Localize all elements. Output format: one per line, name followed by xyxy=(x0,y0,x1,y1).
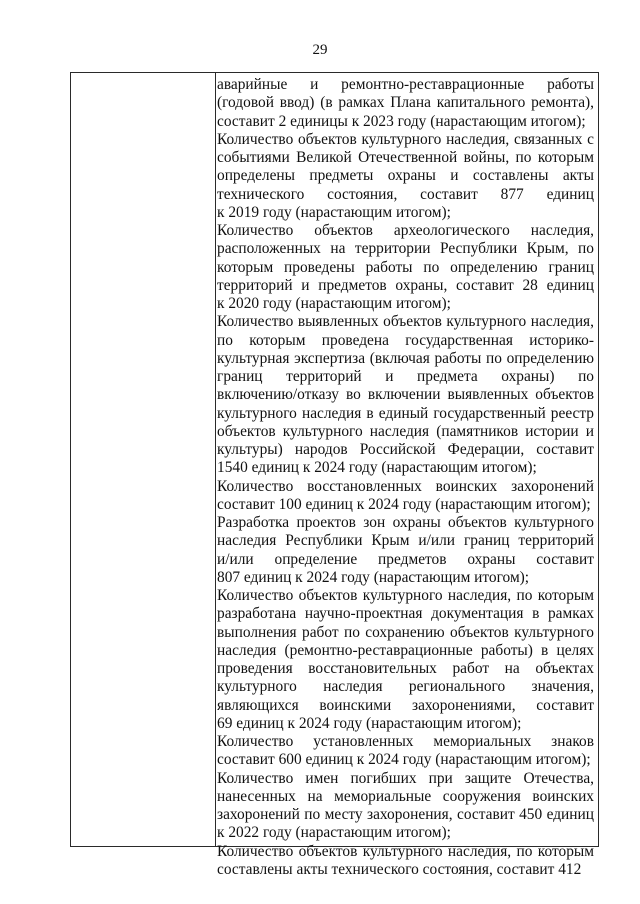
text-line: Количество имен погибших при защите Отечества, xyxy=(217,769,594,787)
text-line: Разработка проектов зон охраны объектов культурного xyxy=(217,514,594,531)
text-line: расположенных на территории Республики Крым, по xyxy=(217,240,594,258)
text-line: аварийные и ремонтно-реставрационные работы xyxy=(217,76,594,93)
text-line: культуры) народов Российской Федерации, составит xyxy=(217,441,594,458)
document-table xyxy=(70,72,599,878)
text-line: Количество установленных мемориальных знаков xyxy=(217,733,594,750)
text-line: выполнения работ по сохранению объектов культурного xyxy=(217,623,594,641)
table-right-cell xyxy=(217,76,594,878)
text-line: Количество объектов культурного наследия, по которым xyxy=(217,587,594,604)
table-column-divider xyxy=(215,73,216,846)
text-line: событиями Великой Отечественной войны, по которым xyxy=(217,149,594,166)
text-line: являющихся воинскими захоронениями, составит xyxy=(217,696,594,714)
text-line: Количество объектов культурного наследия, по которым xyxy=(217,842,594,860)
text-line: культурного наследия в единый государственный реестр xyxy=(217,404,594,422)
text-line: культурная экспертиза (включая работы по определению xyxy=(217,349,594,367)
text-line: Количество выявленных объектов культурного наследия, xyxy=(217,313,594,331)
text-line: разработана научно-проектная документация в рамках xyxy=(217,605,594,623)
text-line: нанесенных на мемориальные сооружения воинских xyxy=(217,787,594,805)
text-line: 1540 единиц к 2024 году (нарастающим итогом); xyxy=(217,459,537,477)
text-line: к 2020 году (нарастающим итогом); xyxy=(217,295,451,312)
text-line: территорий и предметов охраны, составит 28 единиц xyxy=(217,276,594,294)
text-line: составит 100 единиц к 2024 году (нарастающим итогом); xyxy=(217,495,591,513)
text-line: которым проведены работы по определению границ xyxy=(217,258,594,276)
text-line: по которым проведена государственная историко- xyxy=(217,331,594,349)
text-line: Количество восстановленных воинских захоронений xyxy=(217,477,594,495)
text-line: составлены акты технического состояния, составит 412 xyxy=(217,860,582,878)
text-line: включению/отказу во включении выявленных объектов xyxy=(217,386,594,404)
text-line: составит 600 единиц к 2024 году (нарастающим итогом); xyxy=(217,751,591,769)
text-line: наследия (ремонтно-реставрационные работы) в целях xyxy=(217,641,594,659)
text-line: 807 единиц к 2024 году (нарастающим итогом); xyxy=(217,568,530,586)
text-line: Количество объектов археологического наследия, xyxy=(217,222,594,239)
text-line: технического состояния, составит 877 единиц xyxy=(217,185,594,203)
text-line: границ территорий и предмета охраны) по xyxy=(217,368,594,385)
text-line: и/или определение предметов охраны составит xyxy=(217,550,594,568)
text-line: объектов культурного наследия (памятников истории и xyxy=(217,422,594,440)
page-number: 29 xyxy=(312,42,328,58)
text-line: к 2019 году (нарастающим итогом); xyxy=(217,203,451,221)
table-left-cell xyxy=(71,73,215,846)
text-line: к 2022 году (нарастающим итогом); xyxy=(217,824,451,842)
text-line: Количество объектов культурного наследия, связанных с xyxy=(217,130,594,148)
text-line: 69 единиц к 2024 году (нарастающим итогом); xyxy=(217,714,522,732)
text-line: захоронений по месту захоронения, составит 450 единиц xyxy=(217,806,594,823)
text-line: (годовой ввод) (в рамках Плана капитального ремонта), xyxy=(217,94,594,112)
text-line: культурного наследия регионального значения, xyxy=(217,678,594,696)
text-line: проведения восстановительных работ на объектах xyxy=(217,660,594,677)
text-line: составит 2 единицы к 2023 году (нарастающим итогом); xyxy=(217,112,586,130)
text-line: наследия Республики Крым и/или границ территорий xyxy=(217,532,594,550)
text-line: определены предметы охраны и составлены акты xyxy=(217,167,594,185)
